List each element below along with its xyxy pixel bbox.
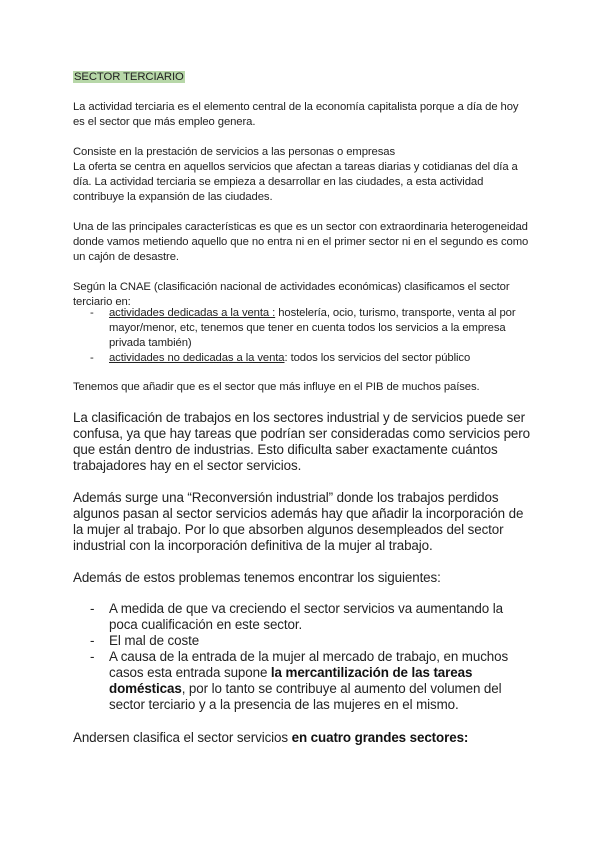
list-term: actividades dedicadas a la venta : bbox=[109, 307, 276, 319]
paragraph-definition bbox=[73, 145, 533, 205]
list-item bbox=[73, 601, 533, 633]
definition-line: Consiste en la prestación de servicios a las personas o empresas bbox=[73, 146, 396, 158]
list-text: A medida de que va creciendo el sector servicios va aumentando la poca cualificación en este sector. bbox=[109, 601, 503, 632]
andersen-text: Andersen clasifica el sector servicios bbox=[73, 730, 292, 745]
list-term: actividades no dedicadas a la venta bbox=[109, 352, 285, 364]
paragraph-problems: Además de estos problemas tenemos encontrar los siguientes: bbox=[73, 570, 441, 585]
list-item bbox=[73, 633, 533, 649]
bullet-dash: - bbox=[90, 352, 94, 364]
paragraph-andersen bbox=[73, 730, 533, 746]
bold-phrase: en cuatro grandes sectores: bbox=[291, 730, 469, 745]
paragraph-cnae: Según la CNAE (clasificación nacional de actividades económicas) clasificamos el sector terciario en: bbox=[73, 281, 510, 308]
bullet-dash: - bbox=[90, 633, 95, 648]
list-text: : todos los servicios del sector público bbox=[284, 352, 471, 364]
list-item bbox=[73, 351, 533, 366]
bold-phrase: la mercantilización de las tareas domésticas bbox=[109, 665, 473, 696]
list-item bbox=[73, 306, 533, 351]
paragraph-reconversion: Además surge una “Reconversión industrial” donde los trabajos perdidos algunos pasan al sector servicios además hay que añadir la incorporación de la mujer al trabajo. Por lo que absorben algunos desempleados del sector industrial con la incorporación definitiva de la mujer al trabajo. bbox=[73, 490, 524, 553]
list-text-tail: , por lo tanto se contribuye al aumento del volumen del sector terciario y a la presencia de las mujeres en el mismo. bbox=[109, 681, 502, 712]
section-title: SECTOR TERCIARIO bbox=[74, 71, 184, 83]
bullet-dash: - bbox=[90, 307, 94, 319]
list-text: El mal de coste bbox=[109, 633, 200, 648]
paragraph-intro: La actividad terciaria es el elemento central de la economía capitalista porque a día de hoy es el sector que más empleo genera. bbox=[73, 101, 519, 128]
cnae-list bbox=[73, 306, 533, 366]
offer-text: La oferta se centra en aquellos servicios que afectan a tareas diarias y cotidianas del día a día. La actividad terciaria se empieza a desarrollar en las ciudades, a esta actividad contribuye la expansión de las ciudades. bbox=[73, 161, 518, 203]
list-text: A causa de la entrada de la mujer al mercado de trabajo, en muchos casos esta entrada supone bbox=[109, 649, 509, 680]
paragraph-characteristics: Una de las principales características es que es un sector con extraordinaria heterogeneidad donde vamos metiendo aquello que no entra ni en el primer sector ni en el segundo es como un cajón de desastre. bbox=[73, 221, 529, 263]
list-text: hostelería, ocio, turismo, transporte, venta al por mayor/menor, etc, tenemos que tener en cuenta todos los servicios a la empresa privada también) bbox=[109, 307, 516, 349]
paragraph-classification: La clasificación de trabajos en los sectores industrial y de servicios puede ser confusa, ya que hay tareas que podrían ser consideradas como servicios pero que están dentro de industrias. Esto dificulta saber exactamente cuántos trabajadores hay en el sector servicios. bbox=[73, 410, 530, 473]
paragraph-pib: Tenemos que añadir que es el sector que más influye en el PIB de muchos países. bbox=[73, 381, 480, 393]
list-item bbox=[73, 649, 533, 713]
bullet-dash: - bbox=[90, 649, 95, 664]
bullet-dash: - bbox=[90, 601, 95, 616]
heading bbox=[73, 70, 533, 85]
problems-list bbox=[73, 601, 533, 713]
